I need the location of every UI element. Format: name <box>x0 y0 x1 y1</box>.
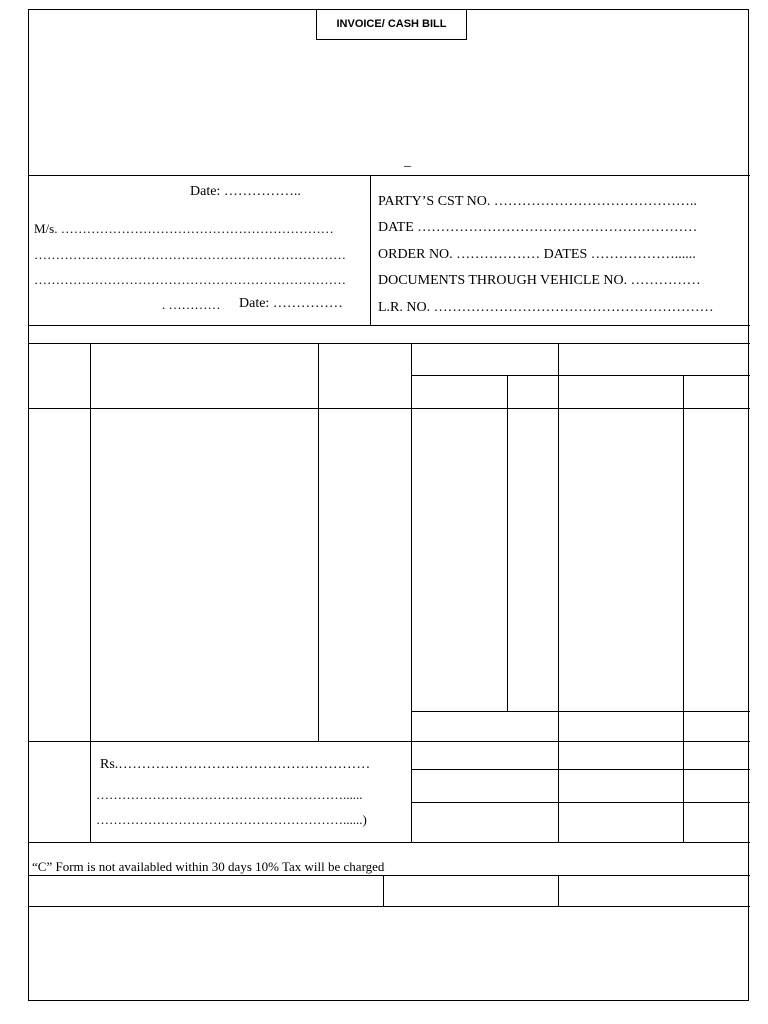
c-form-note: “C” Form is not availabled within 30 days 10% Tax will be charged <box>32 859 385 874</box>
party-order-no: ORDER NO. ……………… DATES ………………...... <box>378 247 696 262</box>
info-section-top-rule <box>28 175 750 176</box>
table-col-amount-sub-divider <box>683 375 684 842</box>
table-col-sno-divider <box>90 343 91 842</box>
table-total-rule-2 <box>28 741 750 742</box>
party-cst-no: PARTY’S CST NO. …………………………………….. <box>378 194 697 209</box>
header-mark: _ <box>404 154 411 169</box>
table-total-rule-4 <box>411 802 750 803</box>
table-bottom-rule <box>28 842 750 843</box>
footer-divider-1 <box>383 875 384 906</box>
table-col-rate-divider <box>558 343 559 842</box>
invoice-title-box <box>316 9 467 40</box>
footer-top-rule <box>28 875 750 876</box>
info-section-divider <box>370 175 371 325</box>
table-total-rule-3 <box>411 769 750 770</box>
amount-words-line-3: …………………………………………………......) <box>96 812 367 827</box>
table-col-desc-divider <box>318 343 319 741</box>
page-border <box>28 9 749 1001</box>
party-date: DATE …………………………………………………… <box>378 220 698 235</box>
table-top-rule <box>28 343 750 344</box>
buyer-address-line-1: ……………………………………………………………… <box>34 247 346 262</box>
info-section-bottom-rule <box>28 325 750 326</box>
table-subheader-rule <box>411 375 750 376</box>
buyer-bottom-line-date: Date: …………… <box>239 296 343 311</box>
party-documents: DOCUMENTS THROUGH VEHICLE NO. …………… <box>378 273 701 288</box>
buyer-ms-line: M/s. ……………………………………………………… <box>34 221 334 236</box>
buyer-bottom-line-prefix: . ………… <box>162 297 221 312</box>
table-col-rate-sub-divider <box>507 375 508 711</box>
buyer-date-top: Date: …………….. <box>190 184 301 199</box>
party-lr-no: L.R. NO. …………………………………………………… <box>378 300 714 315</box>
invoice-title: INVOICE/ CASH BILL <box>336 18 447 30</box>
table-header-bottom-rule <box>28 408 750 409</box>
amount-rs-line: Rs.……………………………………………… <box>100 757 371 772</box>
table-col-qty-divider <box>411 343 412 842</box>
buyer-address-line-2: ……………………………………………………………… <box>34 272 346 287</box>
footer-bottom-rule <box>28 906 750 907</box>
amount-words-line-2: …………………………………………………...... <box>96 787 363 802</box>
footer-divider-2 <box>558 875 559 906</box>
table-total-rule-1 <box>411 711 750 712</box>
